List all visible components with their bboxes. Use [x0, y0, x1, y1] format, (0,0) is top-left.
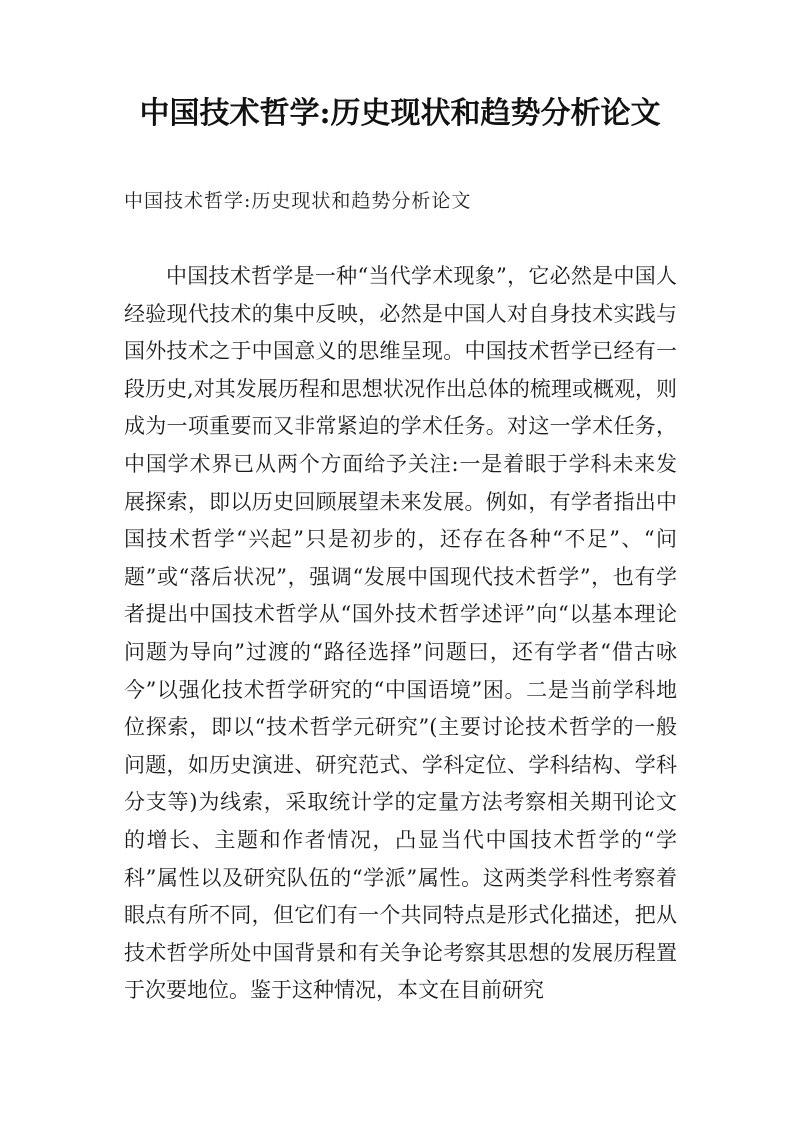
document-subtitle: 中国技术哲学:历史现状和趋势分析论文: [124, 190, 472, 212]
document-title: 中国技术哲学:历史现状和趋势分析论文: [139, 96, 661, 131]
body-paragraph: 中国技术哲学是一种“当代学术现象”，它必然是中国人经验现代技术的集中反映，必然是中国人对自身技术实践与国外技术之于中国意义的思维呈现。中国技术哲学已经有一段历史,对其发展历程和思想状况作出总体的梳理或概观，则成为一项重要而又非常紧迫的学术任务。对这一学术任务，中国学术界已从两个方面给予关注:一是着眼于学科未来发展探索，即以历史回顾展望未来发展。例如，有学者指出中国技术哲学“兴起”只是初步的，还存在各种“不足”、“问题”或“落后状况”，强调“发展中国现代技术哲学”，也有学者提出中国技术哲学从“国外技术哲学述评”向“以基本理论问题为导向”过渡的“路径选择”问题曰，还有学者“借古咏今”以强化技术哲学研究的“中国语境”困。二是当前学科地位探索，即以“技术哲学元研究”(主要讨论技术哲学的一般问题，如历史演进、研究范式、学科定位、学科结构、学科分支等)为线索，采取统计学的定量方法考察相关期刊论文的增长、主题和作者情况，凸显当代中国技术哲学的“学科”属性以及研究队伍的“学派”属性。这两类学科性考察着眼点有所不同，但它们有一个共同特点是形式化描述，把从技术哲学所处中国背景和有关争论考察其思想的发展历程置于次要地位。鉴于这种情况，本文在目前研究: [124, 264, 677, 1003]
